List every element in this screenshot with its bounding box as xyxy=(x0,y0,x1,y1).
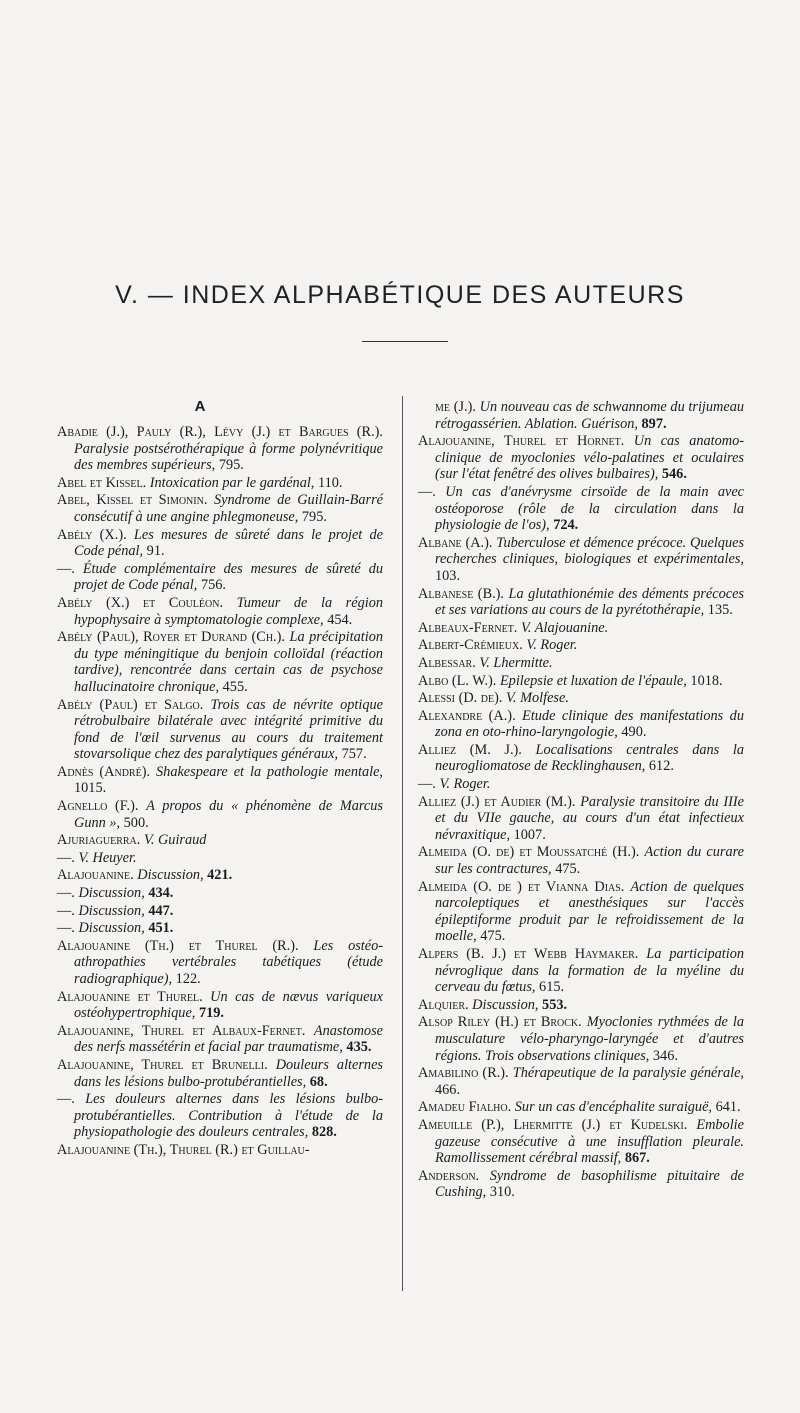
entry-page: 612. xyxy=(648,758,674,775)
entry-title: V. Alajouanine. xyxy=(520,619,609,636)
entry-author: Alexandre (A.). xyxy=(418,707,516,724)
index-entry xyxy=(57,832,383,849)
index-entry xyxy=(57,903,383,920)
entry-page: 828. xyxy=(311,1124,337,1141)
index-entry xyxy=(57,595,383,628)
entry-author: —. xyxy=(57,849,75,866)
index-entry xyxy=(57,920,383,937)
entry-page: 490. xyxy=(621,724,647,741)
entry-title: Etude clinique des manifestations du zona en oto-rhino-laryngologie, xyxy=(435,707,744,741)
index-entry xyxy=(57,764,383,797)
index-entry xyxy=(57,798,383,831)
entry-title: A propos du « phénomène de Marcus Gunn », xyxy=(74,798,383,831)
title-rule xyxy=(362,341,448,342)
entry-author: —. xyxy=(418,483,436,500)
entry-page: 346. xyxy=(652,1047,678,1064)
index-entry xyxy=(418,708,744,741)
entry-page: 795. xyxy=(218,457,244,474)
entry-page: 110. xyxy=(317,474,343,491)
entry-page: 641. xyxy=(715,1099,741,1116)
entry-title: Sur un cas d'encéphalite suraiguë, xyxy=(514,1099,713,1116)
index-entry xyxy=(57,492,383,525)
index-entry xyxy=(418,1014,744,1064)
entry-title: Anastomose des nerfs massétérin et facial par traumatisme, xyxy=(74,1022,383,1056)
entry-author: Abel et Kissel. xyxy=(57,474,147,491)
index-entry xyxy=(418,794,744,844)
entry-page: 897. xyxy=(641,415,667,432)
entry-page: 68. xyxy=(309,1073,328,1090)
index-entry xyxy=(418,399,744,432)
entry-title: Les mesures de sûreté dans le projet de Code pénal, xyxy=(74,526,383,560)
index-entry xyxy=(418,1099,744,1116)
entry-page: 435. xyxy=(346,1039,372,1056)
entry-title: Un cas d'anévrysme cirsoïde de la main avec ostéoporose (rôle de la circulation dans la physiologie de l'os), xyxy=(435,483,745,534)
entry-title: Paralysie transitoire du IIIe et du VIIe gauche, au cours d'un état infectieux névraxitique, xyxy=(435,793,744,843)
section-letter: A xyxy=(194,398,206,415)
entry-title: Embolie gazeuse consécutive à une insufflation pleurale. Ramollissement cérébral massif, xyxy=(435,1116,744,1167)
entry-title: Discussion, xyxy=(137,867,204,884)
index-entry xyxy=(57,424,383,474)
index-entry xyxy=(57,1142,383,1159)
index-entry xyxy=(418,484,744,534)
entry-title: V. Roger. xyxy=(439,776,491,793)
entry-title: Epilepsie et luxation de l'épaule, xyxy=(499,672,687,689)
entry-title: V. Lhermitte. xyxy=(479,654,553,671)
entry-author: Abély (X.). xyxy=(57,526,127,543)
entry-author: Amadeu Fialho. xyxy=(418,1099,512,1116)
entry-title: Trois cas de névrite optique rétrobulbaire bilatérale avec intégrité primitive du fond de l'œil survenus au cours du traitement stovarsolique chez des paralytiques généraux, xyxy=(74,696,383,763)
entry-author: Adnès (André). xyxy=(57,763,151,780)
index-entry xyxy=(57,1057,383,1090)
index-entry xyxy=(57,527,383,560)
index-entry xyxy=(57,561,383,594)
page-title: V. — INDEX ALPHABÉTIQUE DES AUTEURS xyxy=(115,281,685,309)
entry-title: La glutathionémie des déments précoces et ses variations au cours de la pyrétothérapie, xyxy=(435,585,744,619)
entry-title: Thérapeutique de la paralysie générale, xyxy=(512,1065,744,1082)
entry-page: 615. xyxy=(539,979,565,996)
entry-page: 122. xyxy=(175,971,201,987)
entry-page: 1007. xyxy=(513,826,546,843)
entry-title: Discussion, xyxy=(472,996,539,1013)
entry-author: Almeida (O. de ) et Vianna Dias. xyxy=(418,878,625,895)
entry-author: Albert-Crémieux. xyxy=(418,637,523,654)
entry-author: Albeaux-Fernet. xyxy=(418,619,518,636)
entry-author: Alajouanine, Thurel et Brunelli. xyxy=(57,1056,268,1073)
entry-author: —. xyxy=(57,560,75,577)
entry-author: Alsop Riley (H.) et Brock. xyxy=(418,1014,582,1031)
index-entry xyxy=(57,850,383,867)
entry-page: 1018. xyxy=(690,672,723,689)
index-entry xyxy=(57,989,383,1022)
entry-page: 434. xyxy=(148,885,174,902)
entry-title: Discussion, xyxy=(78,885,145,902)
index-entry xyxy=(418,776,744,793)
entry-title: Discussion, xyxy=(78,902,145,919)
entry-author: Alajouanine, Thurel et Hornet. xyxy=(418,433,625,450)
entry-title: Shakespeare et la pathologie mentale, xyxy=(156,763,383,780)
entry-page: 757. xyxy=(341,746,367,763)
entry-author: Ameuille (P.), Lhermitte (J.) et Kudelski. xyxy=(418,1116,688,1133)
index-entry xyxy=(418,946,744,996)
entry-author: —. xyxy=(57,885,75,902)
entry-author: Alpers (B. J.) et Webb Haymaker. xyxy=(418,946,639,962)
entry-page: 455. xyxy=(222,678,248,695)
index-entry xyxy=(418,433,744,483)
entry-author: —. xyxy=(57,902,75,919)
entry-page: 454. xyxy=(327,611,353,628)
index-entry xyxy=(57,475,383,492)
entry-page: 724. xyxy=(553,517,579,534)
index-entry xyxy=(57,629,383,695)
index-entry xyxy=(418,997,744,1014)
entry-page: 719. xyxy=(198,1005,224,1022)
entry-page: 756. xyxy=(200,577,226,594)
entry-author: Alliez (J.) et Audier (M.). xyxy=(418,793,576,810)
entry-author: Alajouanine (Th.), Thurel (R.) et Guillau- xyxy=(57,1141,310,1158)
entry-author: Agnello (F.). xyxy=(57,798,139,815)
entry-page: 475. xyxy=(555,861,581,878)
index-entry xyxy=(418,690,744,707)
index-entry xyxy=(418,673,744,690)
entry-author: Almeida (O. de) et Moussatché (H.). xyxy=(418,844,640,861)
entry-title: Un cas de nævus variqueux ostéohypertrophique, xyxy=(74,988,383,1022)
entry-author: —. xyxy=(418,776,436,793)
index-entry xyxy=(418,586,744,619)
entry-author: Alliez (M. J.). xyxy=(418,741,522,758)
entry-author: Albessar. xyxy=(418,654,476,671)
index-entry xyxy=(57,1091,383,1141)
entry-page: 466. xyxy=(435,1081,461,1098)
entry-title: Localisations centrales dans la neurogliomatose de Recklinghausen, xyxy=(435,741,744,775)
entry-page: 475. xyxy=(480,928,506,945)
entry-title: Étude complémentaire des mesures de sûreté du projet de Code pénal, xyxy=(74,560,384,594)
entry-page: 795. xyxy=(301,508,327,525)
index-entry xyxy=(418,742,744,775)
index-entry xyxy=(418,1117,744,1167)
index-entry xyxy=(418,620,744,637)
entry-title: La participation névroglique dans la formation de la myéline du cerveau du fœtus, xyxy=(435,946,744,996)
entry-author: Alessi (D. de). xyxy=(418,690,503,707)
entry-author: Abély (X.) et Couléon. xyxy=(57,594,224,611)
index-entry xyxy=(57,867,383,884)
index-entry xyxy=(418,879,744,945)
entry-title: Syndrome de Guillain-Barré consécutif à une angine phlegmoneuse, xyxy=(74,492,384,525)
entry-page: 451. xyxy=(148,920,174,937)
entry-page: 310. xyxy=(489,1184,515,1201)
entry-title: Les ostéo-athropathies vertébrales tabétiques (étude radiographique), xyxy=(74,937,384,987)
entry-author: Alajouanine et Thurel. xyxy=(57,988,203,1005)
entry-page: 867. xyxy=(624,1150,650,1167)
index-entry xyxy=(418,637,744,654)
entry-page: 546. xyxy=(661,466,687,483)
entry-page: 500. xyxy=(123,814,149,831)
index-entry xyxy=(418,655,744,672)
right-column xyxy=(418,399,744,1202)
entry-title: V. Roger. xyxy=(526,637,578,654)
entry-author: Alajouanine, Thurel et Albaux-Fernet. xyxy=(57,1022,306,1039)
entry-author: Ajuriaguerra. xyxy=(57,832,141,849)
index-entry xyxy=(57,938,383,988)
entry-page: 91. xyxy=(146,543,165,560)
entry-title: Syndrome de basophilisme pituitaire de Cushing, xyxy=(435,1167,744,1201)
entry-author: Abel, Kissel et Simonin. xyxy=(57,492,208,509)
entry-author: Amabilino (R.). xyxy=(418,1065,509,1082)
index-entry xyxy=(418,535,744,585)
column-divider xyxy=(402,396,403,1291)
left-column xyxy=(57,424,383,1160)
entry-author: Alquier. xyxy=(418,996,469,1013)
entry-title: La précipitation du type méningitique du benjoin colloïdal (réaction tardive), rencontrée dans certain cas de psychose hallucinatoire chronique, xyxy=(74,629,383,695)
entry-page: 103. xyxy=(435,567,461,584)
entry-author: Albane (A.). xyxy=(418,534,493,551)
entry-author: Albo (L. W.). xyxy=(418,672,497,689)
entry-title: Paralysie postsérothérapique à forme polynévritique des membres supérieurs, xyxy=(74,440,383,474)
entry-page: 1015. xyxy=(74,780,107,797)
entry-author: Anderson. xyxy=(418,1167,480,1184)
entry-title: Tumeur de la région hypophysaire à symptomatologie complexe, xyxy=(74,594,384,628)
entry-author: Abély (Paul), Royer et Durand (Ch.). xyxy=(57,629,285,646)
entry-title: Douleurs alternes dans les lésions bulbo-protubérantielles, xyxy=(74,1056,383,1090)
entry-author: Alajouanine (Th.) et Thurel (R.). xyxy=(57,937,299,954)
entry-page: 135. xyxy=(707,602,733,619)
entry-title: Myoclonies rythmées de la musculature vélo-pharyngo-laryngée et d'autres régions. Trois observations cliniques, xyxy=(435,1014,744,1064)
entry-author: —. xyxy=(57,1091,75,1108)
entry-title: Les douleurs alternes dans les lésions bulbo-protubérantielles. Contribution à l'étude de la physiopathologie des douleurs centrales, xyxy=(74,1091,383,1141)
entry-title: Intoxication par le gardénal, xyxy=(149,474,315,491)
entry-title: Action du curare sur les contractures, xyxy=(435,844,744,878)
entry-page: 447. xyxy=(148,902,174,919)
entry-title: Tuberculose et démence précoce. Quelques recherches cliniques, biologiques et expérimentales, xyxy=(435,534,745,568)
index-entry xyxy=(418,1168,744,1201)
entry-title: Un nouveau cas de schwannome du trijumeau rétrogassérien. Ablation. Guérison, xyxy=(435,399,745,432)
index-entry xyxy=(418,844,744,877)
entry-page: 421. xyxy=(207,867,233,884)
entry-title: Un cas anatomo-clinique de myoclonies vélo-palatines et oculaires (sur l'état fenêtré des olives bulbaires), xyxy=(435,433,745,483)
entry-page: 553. xyxy=(542,996,568,1013)
index-entry xyxy=(57,1023,383,1056)
entry-title: V. Molfese. xyxy=(506,690,569,707)
entry-title: V. Heuyer. xyxy=(78,849,137,866)
index-entry xyxy=(57,697,383,763)
entry-title: Action de quelques narcoleptiques et anesthésiques sur l'accès épileptiforme produit par le refroidissement de la moelle, xyxy=(435,878,744,945)
entry-author: Abély (Paul) et Salgo. xyxy=(57,696,204,713)
entry-author: —. xyxy=(57,920,75,937)
entry-author: me (J.). xyxy=(435,399,476,415)
index-entry xyxy=(57,885,383,902)
index-entry xyxy=(418,1065,744,1098)
entry-author: Abadie (J.), Pauly (R.), Lévy (J.) et Bargues (R.). xyxy=(57,424,383,440)
entry-author: Alajouanine. xyxy=(57,867,134,884)
entry-author: Albanese (B.). xyxy=(418,585,505,602)
entry-title: Discussion, xyxy=(78,920,145,937)
entry-title: V. Guiraud xyxy=(143,832,207,849)
